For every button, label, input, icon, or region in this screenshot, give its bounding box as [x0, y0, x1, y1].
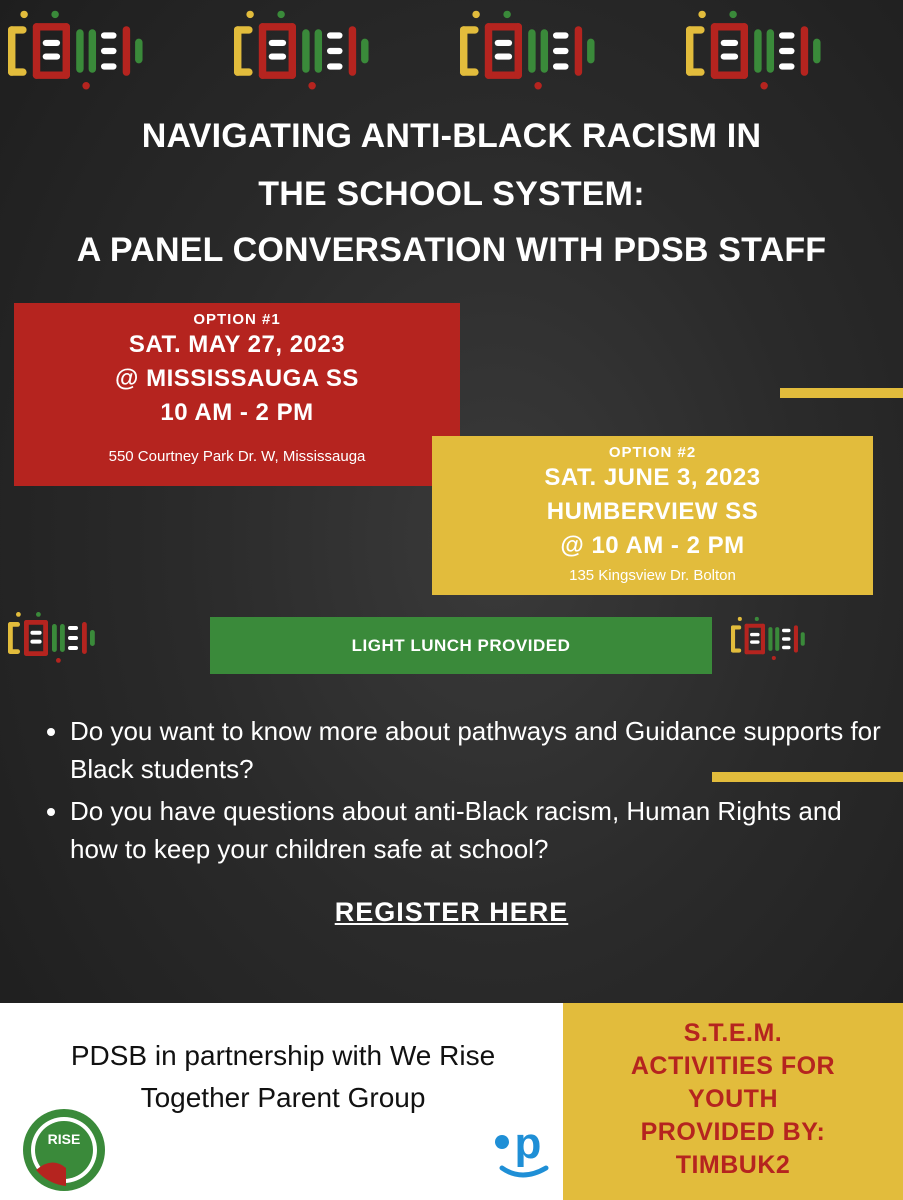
option-2-address: 135 Kingsview Dr. Bolton — [569, 567, 736, 584]
pattern-stroke — [24, 620, 29, 656]
pattern-stroke — [779, 32, 795, 38]
pattern-stroke — [20, 11, 27, 18]
pattern-stroke — [8, 26, 27, 33]
stem-line: PROVIDED BY: — [640, 1118, 826, 1146]
pattern-stroke — [349, 26, 356, 76]
pattern-stroke — [495, 53, 512, 59]
title-line-2: THE SCHOOL SYSTEM: — [258, 175, 645, 213]
pattern-stroke — [775, 627, 779, 651]
lunch-banner: LIGHT LUNCH PROVIDED — [210, 617, 712, 674]
pattern-stroke — [277, 11, 284, 18]
pattern-stroke — [30, 640, 41, 644]
pattern-stroke — [63, 23, 70, 79]
question-item: • Do you have questions about anti-Black racism, Human Rights and how to keep your children safe at school? — [70, 792, 890, 868]
pattern-stroke — [782, 629, 791, 632]
pattern-stroke — [779, 63, 795, 69]
pattern-stroke — [495, 40, 512, 46]
pattern-stroke — [101, 32, 117, 38]
pattern-stroke — [731, 625, 741, 629]
pattern-stroke — [553, 48, 569, 54]
pattern-stroke — [587, 39, 594, 64]
pattern-stroke — [553, 63, 569, 69]
pattern-stroke — [794, 625, 798, 652]
option-1-time: 10 AM - 2 PM — [160, 399, 314, 426]
pattern-stroke — [711, 23, 718, 79]
pattern-stroke — [76, 29, 83, 72]
pattern-stroke — [8, 68, 27, 75]
p-logo-icon — [494, 1118, 556, 1182]
pattern-stroke — [43, 40, 60, 46]
stem-line: S.T.E.M. — [683, 1019, 783, 1047]
pattern-stroke — [503, 11, 510, 18]
pattern-stroke — [89, 29, 96, 72]
question-item: • Do you want to know more about pathways and Guidance supports for Black students? — [70, 712, 890, 788]
question-list — [40, 712, 890, 872]
stem-line: TIMBUK2 — [675, 1151, 791, 1179]
yellow-accent-bar — [780, 388, 903, 398]
pattern-stroke — [60, 624, 65, 652]
pattern-stroke — [760, 82, 767, 89]
pattern-stroke — [315, 29, 322, 72]
pattern-stroke — [754, 29, 761, 72]
stem-line: ACTIVITIES FOR — [630, 1052, 836, 1080]
we-rise-logo-icon — [22, 1108, 106, 1192]
pattern-stroke — [327, 48, 343, 54]
partner-line-2: Together Parent Group — [140, 1082, 426, 1113]
option-1-date: SAT. MAY 27, 2023 — [128, 331, 346, 358]
pattern-stroke — [738, 617, 742, 621]
pattern-stroke — [686, 68, 705, 75]
pattern-stroke — [52, 624, 57, 652]
pattern-stroke — [541, 29, 548, 72]
pattern-stroke — [90, 630, 95, 646]
partner-text — [8, 1035, 558, 1119]
pattern-stroke — [686, 26, 705, 33]
option-2-box — [432, 436, 873, 595]
pattern-stroke — [68, 636, 78, 640]
left-pattern — [0, 604, 195, 674]
title-line-1: NAVIGATING ANTI-BLACK RACISM IN — [141, 117, 762, 155]
pattern-stroke — [772, 656, 776, 660]
partner-line-1: PDSB in partnership with We Rise — [70, 1040, 496, 1071]
pattern-stroke — [731, 625, 735, 652]
option-1-location: @ MISSISSAUGA SS — [115, 365, 359, 392]
pattern-stroke — [528, 29, 535, 72]
pattern-stroke — [16, 612, 21, 617]
pattern-stroke — [779, 48, 795, 54]
pattern-stroke — [698, 11, 705, 18]
pattern-stroke — [575, 26, 582, 76]
option-2-location: HUMBERVIEW SS — [546, 498, 759, 525]
pattern-stroke — [767, 29, 774, 72]
pattern-stroke — [553, 32, 569, 38]
pattern-stroke — [515, 23, 522, 79]
pattern-stroke — [43, 53, 60, 59]
pattern-stroke — [755, 617, 759, 621]
pattern-stroke — [750, 633, 760, 636]
pattern-stroke — [801, 26, 808, 76]
right-pattern — [725, 614, 903, 666]
p-logo-text: p — [514, 1119, 542, 1168]
pattern-stroke — [8, 622, 20, 627]
pattern-stroke — [782, 646, 791, 649]
pattern-stroke — [289, 23, 296, 79]
logo-text: RISE — [47, 1131, 81, 1147]
option-2-time: @ 10 AM - 2 PM — [560, 532, 745, 559]
pattern-stroke — [234, 26, 253, 33]
pattern-stroke — [721, 40, 738, 46]
pattern-stroke — [135, 39, 142, 64]
pattern-stroke — [721, 53, 738, 59]
pattern-stroke — [68, 626, 78, 630]
pattern-stroke — [361, 39, 368, 64]
option-2-label: OPTION #2 — [608, 444, 697, 461]
pattern-stroke — [246, 11, 253, 18]
top-pattern-border — [0, 0, 903, 100]
pattern-stroke — [68, 646, 78, 650]
pattern-stroke — [43, 620, 48, 656]
stem-line: YOUTH — [688, 1085, 778, 1113]
pattern-stroke — [485, 23, 492, 79]
pattern-stroke — [101, 63, 117, 69]
pattern-stroke — [782, 637, 791, 640]
pattern-stroke — [51, 11, 58, 18]
pattern-stroke — [801, 632, 805, 646]
option-1-label: OPTION #1 — [193, 311, 281, 328]
title-line-3: A PANEL CONVERSATION WITH PDSB STAFF — [76, 231, 827, 269]
pattern-stroke — [460, 68, 479, 75]
pattern-stroke — [82, 82, 89, 89]
pattern-stroke — [745, 624, 749, 655]
pattern-stroke — [269, 40, 286, 46]
option-2-date: SAT. JUNE 3, 2023 — [544, 464, 761, 491]
pattern-stroke — [36, 612, 41, 617]
pattern-stroke — [761, 624, 765, 655]
option-1-address: 550 Courtney Park Dr. W, Mississauga — [108, 448, 366, 465]
pattern-stroke — [327, 63, 343, 69]
pattern-stroke — [750, 640, 760, 643]
pattern-stroke — [234, 68, 253, 75]
pattern-stroke — [327, 32, 343, 38]
pattern-stroke — [729, 11, 736, 18]
pattern-stroke — [8, 649, 20, 654]
pattern-stroke — [731, 649, 741, 653]
pattern-stroke — [259, 23, 266, 79]
pattern-stroke — [269, 53, 286, 59]
pattern-stroke — [302, 29, 309, 72]
pattern-stroke — [813, 39, 820, 64]
register-link[interactable]: REGISTER HERE — [334, 897, 569, 927]
pattern-stroke — [30, 631, 41, 635]
pattern-stroke — [534, 82, 541, 89]
stem-text — [568, 1017, 898, 1182]
pattern-stroke — [56, 658, 61, 663]
pattern-stroke — [741, 23, 748, 79]
pattern-stroke — [472, 11, 479, 18]
pattern-stroke — [308, 82, 315, 89]
pattern-stroke — [82, 622, 87, 654]
option-1-box — [14, 303, 460, 486]
pattern-stroke — [123, 26, 130, 76]
pattern-stroke — [768, 627, 772, 651]
pattern-stroke — [101, 48, 117, 54]
pattern-stroke — [33, 23, 40, 79]
pattern-stroke — [460, 26, 479, 33]
